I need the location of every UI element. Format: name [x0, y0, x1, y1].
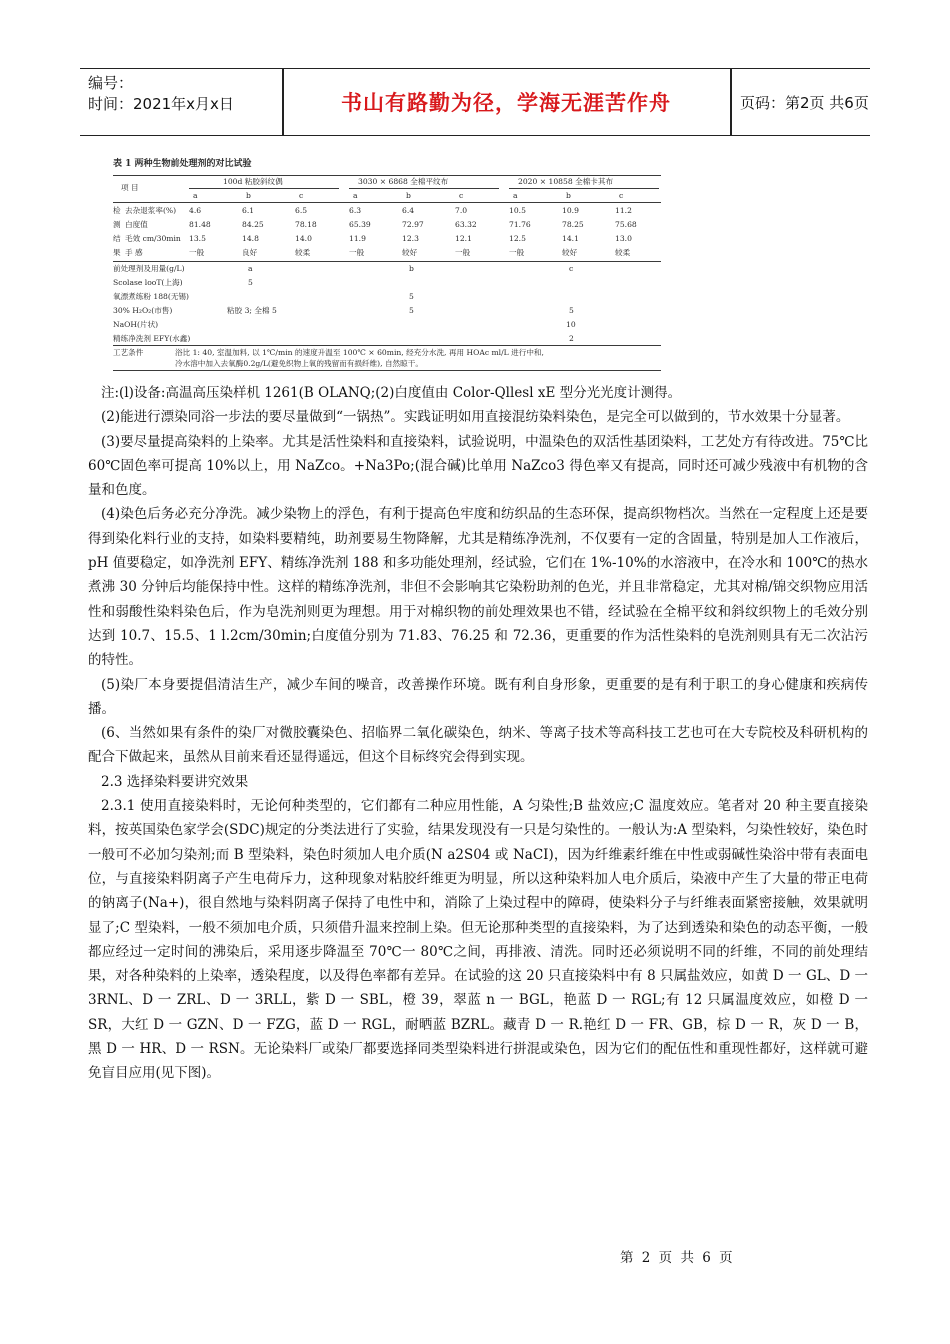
- recipe-cell: 2: [569, 334, 574, 343]
- table-cell: 一般: [509, 248, 525, 257]
- recipe-cell: 5: [569, 306, 574, 315]
- table-cell: 6.4: [402, 206, 415, 215]
- recipe-row-label: 精练净洗剂 EFY(水鑫): [113, 334, 191, 343]
- table-subcol: c: [459, 191, 464, 200]
- table-cell: 6.5: [295, 206, 308, 215]
- paragraph: (4)染色后务必充分净洗。减少染物上的浮色，有利于提高色牢度和纺织品的生态环保，提高织物档次。当然在一定程度上还是要得到染化料行业的支持，如染料要精纯，助剂要易生物降解，尤其是精练净洗剂，不仅要有一定的含固量，特别是加人工作液后，pH 值要稳定，如净洗剂 EFY、精练净洗剂 188 和多功能处理剂，经试验，它们在 1%-10%的水溶液中，在冷水和 100℃的热水煮沸 30 分钟后均能保持中性。这样的精练净洗剂，非但不会影响其它染粉助剂的色光，并且非常稳定，尤其对棉/锦交织物应用活性和弱酸性染料染色后，作为皂洗剂则更为理想。用于对棉织物的前处理效果也不错，经试验在全棉平纹和斜纹织物上的毛效分别达到 10.7、15.5、1 l.2cm/30min;白度值分别为 71.83、76.25 和 72.36，更重要的作为活性染料的皂洗剂则具有无二次沾污的特性。: [88, 506, 868, 669]
- table-cell: 12.3: [402, 234, 419, 243]
- table-side-char: 果: [113, 248, 121, 257]
- table-group-header: 2020 × 10858 全棉卡其布: [518, 177, 614, 186]
- table-row-label: 毛效 cm/30min: [125, 234, 181, 243]
- section-heading: 2.3 选择染料要讲究效果: [101, 773, 249, 790]
- table-cell: 12.5: [509, 234, 526, 243]
- table-group-header: 100d 粘胶斜纹偶: [223, 177, 283, 186]
- paragraph: (6、当然如果有条件的染厂对微胶囊染色、招临界二氧化碳染色，纳米、等离子技术等高科技工艺也可在大专院校及科研机构的配合下做起来，虽然从目前来看还显得遥远，但这个目标终究会得到实现。: [88, 725, 868, 766]
- recipe-cell: 粘胶 3; 全棉 5: [227, 306, 277, 315]
- table-rule-process: [113, 345, 661, 346]
- table-cell: 63.32: [455, 220, 477, 229]
- header-meta: [88, 73, 234, 115]
- table-cell: 较好: [402, 248, 418, 257]
- table-cell: 7.0: [455, 206, 468, 215]
- recipe-row-label: NaOH(片状): [113, 320, 159, 329]
- document-date-label: 时间：2021年x月x日: [88, 95, 234, 113]
- article-body: [88, 381, 868, 1086]
- recipe-cell: 5: [409, 292, 414, 301]
- page-footer: 第 2 页 共 6 页: [620, 1250, 735, 1266]
- table-subcol: a: [353, 191, 358, 200]
- table-cell: 10.5: [509, 206, 526, 215]
- table-group-rule: [349, 188, 499, 189]
- table-subcol: b: [246, 191, 251, 200]
- table-row-label: 去杂退浆率(%): [125, 206, 177, 215]
- recipe-row-label: 前处理剂及用量(g/L): [113, 264, 185, 273]
- table-title: 表 1 两种生物前处理剂的对比试验: [113, 159, 252, 169]
- table-cell: 71.76: [509, 220, 531, 229]
- table-subcol: c: [299, 191, 304, 200]
- table-cell: 较柔: [295, 248, 311, 257]
- comparison-table: [113, 158, 661, 370]
- table-cell: 14.8: [242, 234, 259, 243]
- paragraph: 2.3.1 使用直接染料时，无论何种类型的，它们都有二种应用性能，A 匀染性;B 盐效应;C 温度效应。笔者对 20 种主要直接染料，按英国染色家学会(SDC)规定的分类法进行了实验，结果发现没有一只是匀染性的。一般认为:A 型染料，匀染性较好，染色时一般可不必加匀染剂;而 B 型染料，染色时须加人电介质(N a2S04 或 NaCI)，因为纤维素纤维在中性或弱碱性染浴中带有表面电位，与直接染料阴离子产生电荷斥力，这种现象对粘胶纤维更为明显，所以这种染料加人电介质后，染液中产生了大量的带正电荷的钠离子(Na+)，很自然地与染料阴离子保持了电性中和，消除了上染过程中的障碍，使染料分子与纤维表面紧密接触，效果就明显了;C 型染料，一般不须加电介质，只须借升温来控制上染。但无论那种类型的直接染料，为了达到透染和染色的动态平衡，一般都应经过一定时间的沸染后，采用逐步降温至 70℃一 80℃之间，再排液、清洗。同时还必须说明不同的纤维，不同的前处理结果，对各种染料的上染率，透染程度，以及得色率都有差异。在试验的这 20 只直接染料中有 8 只属盐效应，如黄 D 一 GL、D 一 3RNL、D 一 ZRL、D 一 3RLL，紫 D 一 SBL，橙 39，翠蓝 n 一 BGL，艳蓝 D 一 RGL;有 12 只属温度效应，如橙 D 一 SR，大红 D 一 GZN、D 一 FZG，蓝 D 一 RGL，耐晒蓝 BZRL。藏青 D 一 R.艳红 D 一 FR、GB，棕 D 一 R，灰 D 一 B，黑 D 一 HR、D 一 RSN。无论染料厂或染厂都要选择同类型染料进行拼混或染色，因为它们的配伍性和重现性都好，这样就可避免盲目应用(见下图)。: [88, 798, 868, 1082]
- header-page-label: 页码：第2页 共6页: [740, 93, 869, 112]
- paragraph: (5)染厂本身要提倡清洁生产，减少车间的噪音，改善操作环境。既有利自身形象，更重要的是有利于职工的身心健康和疾病传播。: [88, 676, 868, 717]
- table-subcol: a: [193, 191, 198, 200]
- recipe-cell: b: [409, 264, 414, 273]
- table-cell: 78.25: [562, 220, 584, 229]
- header-motto: 书山有路勤为径，学海无涯苦作舟: [341, 91, 671, 115]
- table-cell: 一般: [189, 248, 205, 257]
- recipe-cell: 10: [566, 320, 576, 329]
- recipe-cell: 5: [248, 278, 253, 287]
- table-cell: 一般: [455, 248, 471, 257]
- table-cell: 84.25: [242, 220, 264, 229]
- table-cell: 良好: [242, 248, 258, 257]
- table-rule-bottom: [113, 370, 661, 371]
- table-row-label: 白度值: [125, 220, 148, 229]
- table-cell: 78.18: [295, 220, 317, 229]
- table-cell: 10.9: [562, 206, 579, 215]
- recipe-row-label: 氧漂煮练粉 188(无锡): [113, 292, 189, 301]
- recipe-row-label: 30% H₂O₂(市售): [113, 306, 173, 315]
- table-subcol: b: [406, 191, 411, 200]
- table-group-rule: [509, 188, 659, 189]
- table-group-rule: [189, 188, 339, 189]
- table-cell: 4.6: [189, 206, 202, 215]
- page-header: [80, 68, 870, 136]
- process-label: 工艺条件: [113, 348, 144, 357]
- table-subcol: b: [566, 191, 571, 200]
- table-cell: 65.39: [349, 220, 371, 229]
- recipe-cell: a: [248, 264, 253, 273]
- table-row-label: 手 感: [125, 248, 143, 257]
- process-text: 冷水溶中加入去氧酶0.2g/L(避免织物上氧的残留而有损纤维), 自然晾干。: [175, 359, 423, 368]
- table-subcol: c: [619, 191, 624, 200]
- table-cell: 13.0: [615, 234, 632, 243]
- table-cell: 72.97: [402, 220, 424, 229]
- table-cell: 一般: [349, 248, 365, 257]
- table-cell: 11.9: [349, 234, 366, 243]
- document-number-label: 编号：: [88, 74, 134, 92]
- table-cell: 14.0: [295, 234, 312, 243]
- table-cell: 75.68: [615, 220, 637, 229]
- paragraph: (2)能进行漂染同浴一步法的要尽量做到“一锅热”。实践证明如用直接混纺染料染色，是完全可以做到的，节水效果十分显著。: [101, 409, 850, 426]
- table-cell: 较好: [562, 248, 578, 257]
- table-cell: 11.2: [615, 206, 632, 215]
- table-side-char: 检: [113, 206, 121, 215]
- table-cell: 14.1: [562, 234, 579, 243]
- table-cell: 6.3: [349, 206, 362, 215]
- table-cell: 13.5: [189, 234, 206, 243]
- table-cell: 81.48: [189, 220, 211, 229]
- table-rule-top: [113, 175, 661, 176]
- process-text: 浴比 1: 40, 室温加料, 以 1℃/min 的速度升温至 100℃ × 60min, 经充分水洗, 再用 HOAc ml/L 进行中和,: [175, 348, 544, 357]
- recipe-cell: 5: [409, 306, 414, 315]
- table-side-char: 测: [113, 220, 121, 229]
- table-item-header: 项 目: [121, 183, 139, 192]
- recipe-row-label: Scolase looT(上海): [113, 278, 183, 287]
- header-divider-right: [730, 69, 732, 135]
- paragraph: 注:(l)设备:高温高压染样机 1261(B OLANQ;(2)白度值由 Color-Qllesl xE 型分光光度计测得。: [101, 385, 682, 401]
- table-rule-header: [113, 202, 661, 203]
- table-cell: 12.1: [455, 234, 472, 243]
- table-rule-mid: [113, 261, 661, 262]
- recipe-cell: c: [569, 264, 574, 273]
- table-cell: 较柔: [615, 248, 631, 257]
- table-side-char: 结: [113, 234, 121, 243]
- table-group-header: 3030 × 6868 全棉平纹布: [358, 177, 449, 186]
- table-subcol: a: [513, 191, 518, 200]
- paragraph: (3)要尽量提高染料的上染率。尤其是活性染料和直接染料，试验说明，中温染色的双活性基团染料，工艺处方有待改进。75℃比 60℃固色率可提高 10%以上，用 NaZco。+Na3Po;(混合碱)比单用 NaZco3 得色率又有提高，同时还可减少残液中有机物的含量和色度。: [88, 433, 868, 499]
- table-cell: 6.1: [242, 206, 255, 215]
